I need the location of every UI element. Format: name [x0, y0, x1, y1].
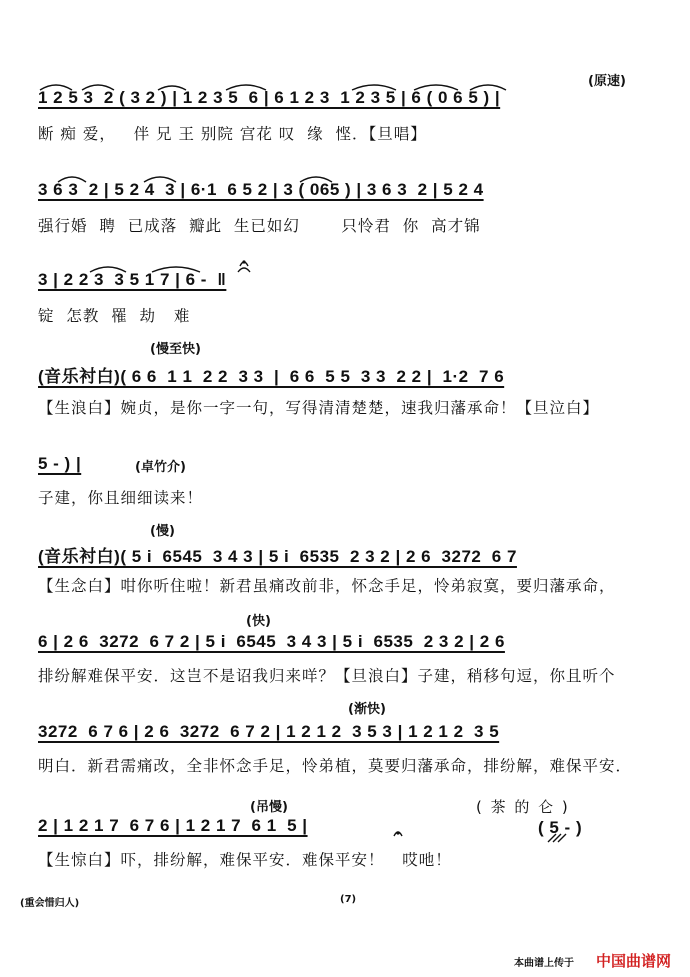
tempo-mark-accelerando: (渐快): [348, 702, 386, 717]
lyrics-line-5: 子建，你且细细读来！: [38, 489, 204, 507]
site-logo[interactable]: 中国曲谱网: [596, 952, 672, 970]
lyrics-line-1: 断 痴 爱， 伴 兄 王 别院 宫花 叹 缘 悭．【旦唱】: [38, 125, 427, 143]
tempo-mark-yuansu: (原速): [588, 74, 626, 89]
lyrics-line-3: 锭 怎教 罹 劫 难: [38, 307, 191, 325]
notation-line-5: 5 - ) |: [38, 454, 82, 473]
lyrics-line-4: 【生浪白】婉贞，是你一字一句，写得清清楚楚，速我归藩承命！【旦泣白】: [38, 399, 600, 417]
lyrics-line-6: 【生念白】咁你听住啦！新君虽痛改前非，怀念手足，怜弟寂寞，要归藩承命，: [38, 577, 616, 595]
notation-line-2: 3 6 3 2 | 5 2 4 3 | 6·1 6 5 2 | 3 ( 065 ) | 3 6 3 2 | 5 2 4: [38, 180, 484, 199]
page-number: (7): [340, 894, 357, 905]
lyrics-line-9: 【生惊白】吓，排纷解，难保平安．难保平安！ 哎吔！: [38, 851, 452, 869]
lyrics-line-7: 排纷解难保平安．这岂不是诏我归来咩？【旦浪白】子建，稍移句逗，你且听个: [38, 667, 616, 685]
tempo-mark-fast: (快): [246, 614, 271, 629]
tempo-mark-slow: (慢): [150, 524, 175, 539]
footer-title: (重会惜归人): [20, 898, 80, 909]
notation-line-1: 1 2 5 3 2 ( 3 2 ) | 1 2 3 5 6 | 6 1 2 3 1 2 3 5 | 6 ( 0 6 5 ) |: [38, 88, 501, 107]
notation-line-9: 2 | 1 2 1 7 6 7 6 | 1 2 1 7 6 1 5 |: [38, 816, 308, 835]
upload-note: 本曲谱上传于: [514, 958, 574, 969]
notation-line-6: (音乐衬白)( 5 i 6545 3 4 3 | 5 i 6535 2 3 2 | 2 6 3272 6 7: [38, 547, 517, 566]
lyrics-line-2: 强行婚 聘 已成落 瓣此 生已如幻 只怜君 你 高才锦: [38, 217, 481, 235]
notation-line-4: (音乐衬白)( 6 6 1 1 2 2 3 3 | 6 6 5 5 3 3 2 2 | 1·2 7 6: [38, 367, 505, 386]
tempo-mark-diaoman: (吊慢): [250, 800, 288, 815]
percussion-note: ( 5 - ): [538, 818, 583, 837]
percussion-mark-chadelun: ( 茶 的 仑 ): [476, 798, 570, 816]
notation-line-3: 3 | 2 2 3 3 5 1 7 | 6 - ‖: [38, 270, 227, 289]
tempo-mark-slow-to-fast: (慢至快): [150, 342, 201, 357]
notation-line-8: 3272 6 7 6 | 2 6 3272 6 7 2 | 1 2 1 2 3 5 3 | 1 2 1 2 3 5: [38, 722, 500, 741]
percussion-mark-zhuozhu: (卓竹介): [135, 460, 186, 475]
notation-line-7: 6 | 2 6 3272 6 7 2 | 5 i 6545 3 4 3 | 5 i 6535 2 3 2 | 2 6: [38, 632, 505, 651]
lyrics-line-8: 明白．新君需痛改，全非怀念手足，怜弟植，莫要归藩承命，排纷解，难保平安．: [38, 757, 633, 775]
